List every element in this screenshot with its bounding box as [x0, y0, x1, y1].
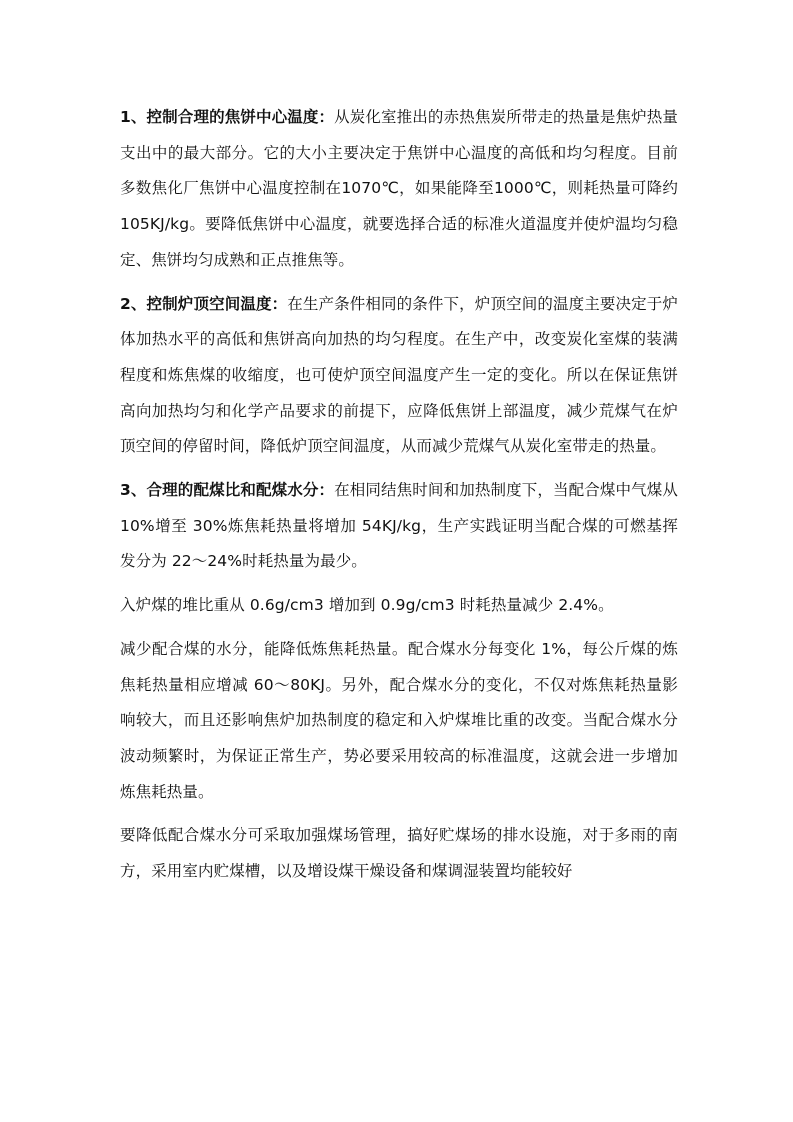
section-1-paragraph — [120, 100, 678, 279]
section-1-text: 从炭化室推出的赤热焦炭所带走的热量是焦炉热量支出中的最大部分。它的大小主要决定于焦饼中心温度的高低和均匀程度。目前多数焦化厂焦饼中心温度控制在1070℃，如果能降至1000℃，则耗热量可降约 105KJ/kg。要降低焦饼中心温度，就要选择合适的标准火道温度并使炉温均匀稳定、焦饼均匀成熟和正点推焦等。 — [120, 108, 679, 269]
reduce-moisture-paragraph: 要降低配合煤水分可采取加强煤场管理，搞好贮煤场的排水设施，对于多雨的南方，采用室内贮煤槽，以及增设煤干燥设备和煤调湿装置均能较好 — [120, 826, 678, 881]
section-3-text: 在相同结焦时间和加热制度下，当配合煤中气煤从 10%增至 30%炼焦耗热量将增加 54KJ/kg，生产实践证明当配合煤的可燃基挥发分为 22～24%时耗热量为最少。 — [120, 481, 679, 571]
document-body — [120, 100, 678, 898]
bulk-density-paragraph: 入炉煤的堆比重从 0.6g/cm3 增加到 0.9g/cm3 时耗热量减少 2.4%。 — [120, 596, 614, 615]
section-1-heading: 1、控制合理的焦饼中心温度： — [120, 108, 335, 126]
section-2-heading: 2、控制炉顶空间温度： — [120, 294, 288, 313]
section-3-heading: 3、合理的配煤比和配煤水分： — [120, 481, 335, 500]
section-3-paragraph — [120, 473, 678, 580]
section-2-text: 在生产条件相同的条件下，炉顶空间的温度主要决定于炉体加热水平的高低和焦饼高向加热的均匀程度。在生产中，改变炭化室煤的装满程度和炼焦煤的收缩度，也可使炉顶空间温度产生一定的变化。所以在保证焦饼高向加热均匀和化学产品要求的前提下，应降低焦饼上部温度，减少荒煤气在炉顶空间的停留时间，降低炉顶空间温度，从而减少荒煤气从炭化室带走的热量。 — [120, 294, 678, 456]
section-2-paragraph — [120, 287, 678, 466]
moisture-paragraph: 减少配合煤的水分，能降低炼焦耗热量。配合煤水分每变化 1%，每公斤煤的炼焦耗热量相应增减 60～80KJ。另外，配合煤水分的变化，不仅对炼焦耗热量影响较大，而且还影响焦炉加热制度的稳定和入炉煤堆比重的改变。当配合煤水分波动频繁时，为保证正常生产，势必要采用较高的标准温度，这就会进一步增加炼焦耗热量。 — [120, 639, 678, 801]
